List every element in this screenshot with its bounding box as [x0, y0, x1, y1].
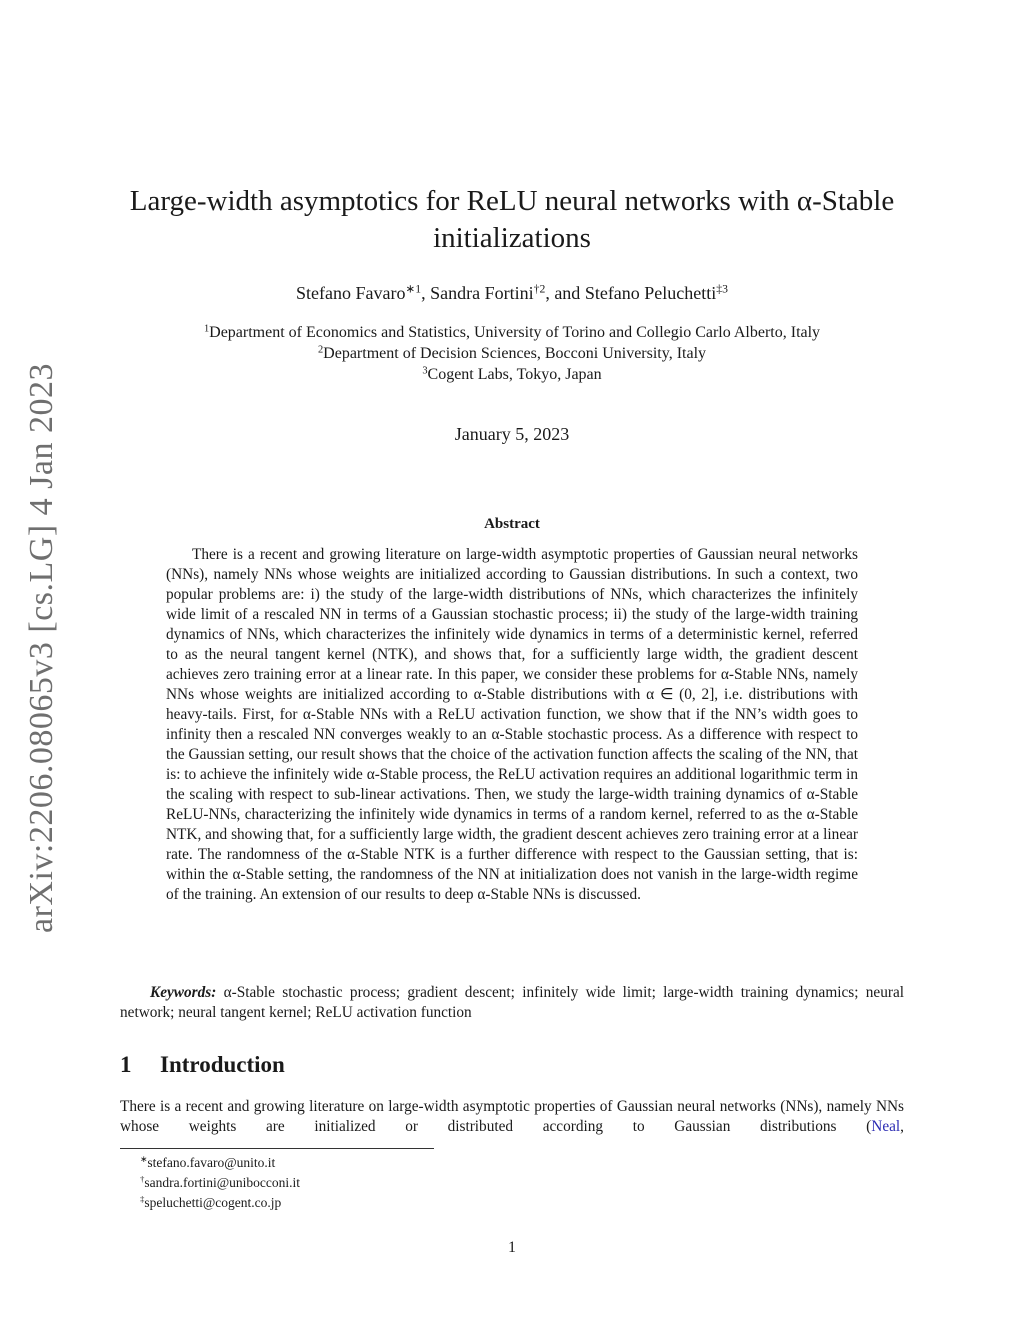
keywords-text: α-Stable stochastic process; gradient descent; infinitely wide limit; large-width training dynamics; neural network; neural tangent kernel; ReLU activation function: [120, 984, 905, 1021]
affiliation: [110, 322, 914, 343]
section-heading: [120, 1052, 285, 1078]
arxiv-identifier-stamp: arXiv:2206.08065v3 [cs.LG] 4 Jan 2023: [23, 363, 60, 933]
intro-text: There is a recent and growing literature on large-width asymptotic properties of Gaussian neural networks (NNs), namely NNs whose weights are initialized or distributed according to Gaussian distributions (: [120, 1098, 904, 1135]
affiliation-list: [110, 322, 914, 385]
footnote-mark: †: [140, 1174, 145, 1185]
citation-link[interactable]: Neal: [871, 1118, 901, 1135]
section-number: 1: [120, 1052, 132, 1077]
footnote-list: [140, 1153, 300, 1213]
publication-date: January 5, 2023: [454, 424, 570, 444]
affiliation: [110, 364, 914, 385]
affiliation-number: 3: [422, 365, 428, 377]
section-title: Introduction: [160, 1052, 285, 1077]
footnote-email: stefano.favaro@unito.it: [147, 1155, 276, 1170]
affiliation: [110, 343, 914, 364]
footnote-mark: ∗: [140, 1154, 148, 1165]
author-marks: ∗1: [405, 282, 422, 296]
affiliation-text: Department of Economics and Statistics, University of Torino and Collegio Carlo Alberto, Italy: [209, 324, 821, 341]
footnote: [140, 1193, 300, 1213]
author-marks: ‡3: [716, 282, 728, 296]
footnote-email: speluchetti@cogent.co.jp: [144, 1195, 282, 1210]
author-name: Stefano Favaro: [296, 283, 406, 303]
affiliation-number: 2: [317, 344, 324, 356]
footnote-email: sandra.fortini@unibocconi.it: [144, 1175, 301, 1190]
author-separator: , and: [545, 283, 585, 303]
abstract-body: There is a recent and growing literature on large-width asymptotic properties of Gaussian neural networks (NNs), namely NNs whose weights are initialized according to Gaussian distributions. In such a context, two popular problems are: i) the study of the large-width distributions of NNs, which characterizes the infinitely wide limit of a rescaled NN in terms of a Gaussian stochastic process; ii) the study of the large-width training dynamics of NNs, which characterizes the infinitely wide dynamics in terms of a deterministic kernel, referred to as the neural tangent kernel (NTK), and shows that, for a sufficiently large width, the gradient descent achieves zero training error at a linear rate. In this paper, we consider these problems for α-Stable NNs, namely NNs whose weights are initialized according to α-Stable distributions with α ∈ (0, 2], i.e. distributions with heavy-tails. First, for α-Stable NNs with a ReLU activation function, we show that if the NN’s width goes to infinity then a rescaled NN converges weakly to an α-Stable stochastic process. As a difference with respect to the Gaussian setting, our result shows that the choice of the activation function affects the scaling of the NN, that is: to achieve the infinitely wide α-Stable process, the ReLU activation requires an additional logarithmic term in the scaling with respect to sub-linear activations. Then, we study the large-width training dynamics of α-Stable ReLU-NNs, characterizing the infinitely wide dynamics in terms of a random kernel, referred to as the α-Stable NTK, and showing that, for a sufficiently large width, the gradient descent achieves zero training error at a linear rate. The randomness of the α-Stable NTK is a further difference with respect to the Gaussian setting, that is: within the α-Stable setting, the randomness of the NN at initialization does not vanish in the large-width regime of the training. An extension of our results to deep α-Stable NNs is discussed.: [166, 546, 858, 903]
introduction-paragraph: [120, 1097, 904, 1137]
footnote: [140, 1153, 300, 1173]
author-name: Sandra Fortini: [430, 283, 534, 303]
footnote-mark: ‡: [140, 1194, 145, 1205]
affiliation-number: 1: [203, 323, 210, 335]
author-separator: ,: [421, 283, 431, 303]
footnote-divider: [120, 1148, 434, 1149]
title-line-2: initializations: [433, 222, 591, 254]
abstract-heading: Abstract: [484, 516, 540, 532]
footnote: [140, 1173, 300, 1193]
paper-title: [110, 183, 914, 257]
keywords-label: Keywords:: [150, 984, 217, 1001]
intro-text-after: ,: [900, 1118, 904, 1135]
author-name: Stefano Peluchetti: [584, 283, 717, 303]
author-list: [110, 283, 914, 304]
page-number: 1: [508, 1239, 516, 1256]
affiliation-text: Cogent Labs, Tokyo, Japan: [427, 366, 602, 383]
author-marks: †2: [533, 282, 546, 296]
affiliation-text: Department of Decision Sciences, Bocconi University, Italy: [323, 345, 707, 362]
keywords-paragraph: [120, 983, 904, 1023]
title-line-1: Large-width asymptotics for ReLU neural networks with α-Stable: [129, 185, 895, 217]
